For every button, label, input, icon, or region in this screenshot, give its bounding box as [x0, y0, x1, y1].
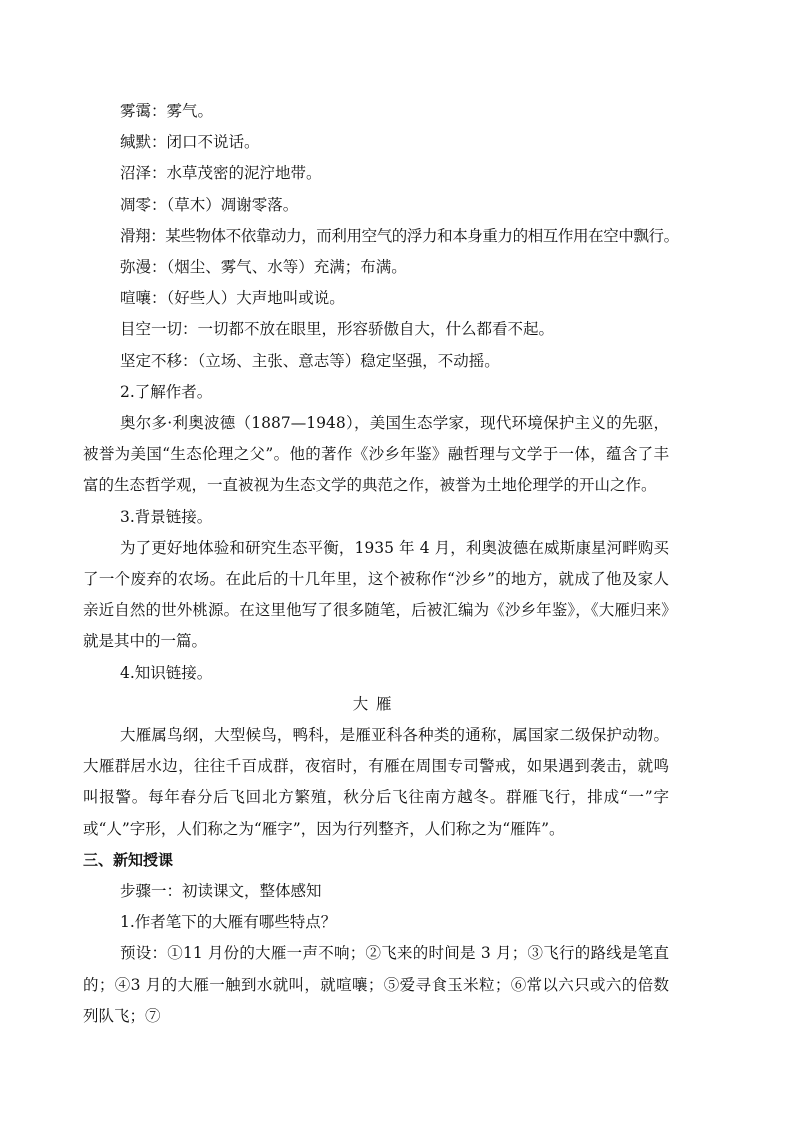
- section-title-author: 2.了解作者。: [120, 382, 213, 401]
- glossary-item: 缄默：闭口不说话。: [120, 133, 260, 152]
- glossary-item: 滑翔：某些物体不依靠动力，而利用空气的浮力和本身重力的相互作用在空中飘行。: [120, 226, 679, 245]
- glossary-item: 目空一切：一切都不放在眼里，形容骄傲自大，什么都看不起。: [120, 320, 555, 339]
- glossary-item: 喧嚷：（好些人）大声地叫或说。: [120, 289, 345, 308]
- glossary-item: 弥漫：（烟尘、雾气、水等）充满；布满。: [120, 258, 407, 277]
- question-title: 1.作者笔下的大雁有哪些特点？: [120, 913, 337, 932]
- glossary-item: 凋零：（草木）凋谢零落。: [120, 195, 299, 214]
- step-title: 步骤一：初读课文，整体感知: [120, 882, 322, 901]
- author-paragraph: 奥尔多·利奥波德（1887—1948），美国生态学家，现代环境保护主义的先驱，被誉为美国“生态伦理之父”。他的著作《沙乡年鉴》融哲理与文学于一体，蕴含了丰富的生态哲学观，一直被视为生态文学的典范之作，被誉为土地伦理学的开山之作。: [83, 414, 669, 495]
- section-title-background: 3.背景链接。: [120, 507, 213, 526]
- glossary-item: 雾霭：雾气。: [120, 102, 214, 120]
- part-heading: 三、新知授课: [83, 850, 174, 869]
- glossary-item: 坚定不移：（立场、主张、意志等）稳定坚强，不动摇。: [120, 351, 500, 370]
- knowledge-subtitle: 大雁: [352, 694, 400, 713]
- background-paragraph: 为了更好地体验和研究生态平衡，1935 年 4 月，利奥波德在威斯康星河畔购买了一个废弃的农场。在此后的十几年里，这个被称作“沙乡”的地方，就成了他及家人亲近自然的世外桃源。在这里他写了很多随笔，后被汇编为《沙乡年鉴》，《大雁归来》就是其中的一篇。: [83, 538, 669, 651]
- document-body: [83, 96, 706, 1032]
- knowledge-paragraph: 大雁属鸟纲，大型候鸟，鸭科，是雁亚科各种类的通称，属国家二级保护动物。大雁群居水边，往往千百成群，夜宿时，有雁在周围专司警戒，如果遇到袭击，就鸣叫报警。每年春分后飞回北方繁殖，秋分后飞往南方越冬。群雁飞行，排成“一”字或“人”字形，人们称之为“雁字”，因为行列整齐，人们称之为“雁阵”。: [83, 726, 669, 838]
- glossary-item: 沼泽：水草茂密的泥泞地带。: [120, 164, 322, 183]
- answer-paragraph: 预设：①11 月份的大雁一声不响；②飞来的时间是 3 月；③飞行的路线是笔直的；④3 月的大雁一触到水就叫，就喧嚷；⑤爱寻食玉米粒；⑥常以六只或六的倍数列队飞；⑦: [83, 944, 669, 1025]
- section-title-knowledge: 4.知识链接。: [120, 663, 213, 682]
